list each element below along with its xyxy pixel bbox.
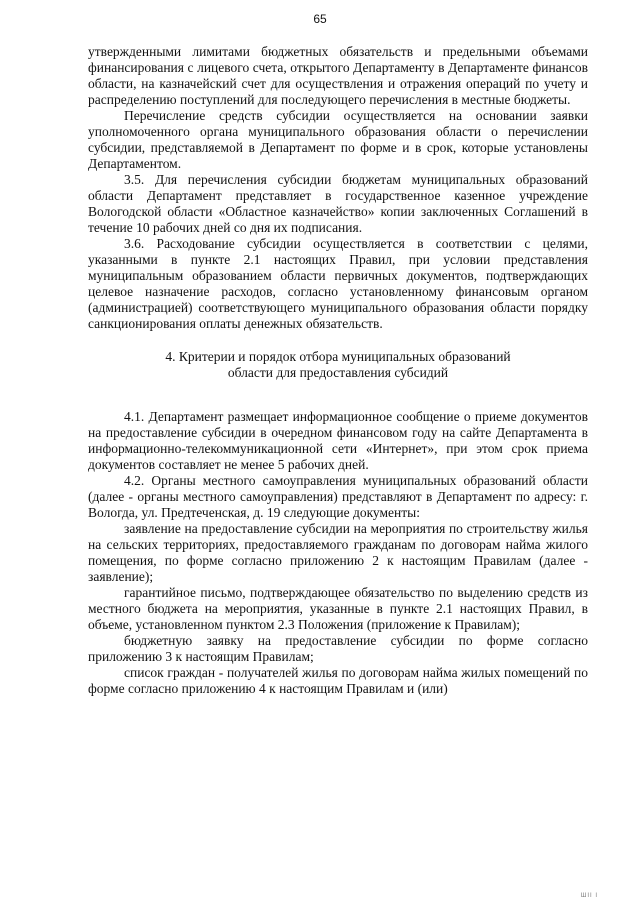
list-item-budget-request: бюджетную заявку на предоставление субсидии по форме согласно приложению 3 к настоящим Правилам; xyxy=(88,633,588,664)
list-item-citizens-list: список граждан - получателей жилья по договорам найма жилых помещений по форме согласно приложению 4 к настоящим Правилам и (или) xyxy=(88,665,588,696)
paragraph-4-2: 4.2. Органы местного самоуправления муниципальных образований области (далее - органы местного самоуправления) представляют в Департамент по адресу: г. Вологда, ул. Предтеченская, д. 19 следующие документы: xyxy=(88,473,588,520)
paragraph-transfer-request: Перечисление средств субсидии осуществляется на основании заявки уполномоченного органа муниципального образования области о перечислении субсидии, представляемой в Департамент по форме и в срок, которые установлены Департаментом. xyxy=(88,108,588,171)
list-item-application: заявление на предоставление субсидии на мероприятия по строительству жилья на сельских территориях, предоставляемого гражданам по договорам найма жилого помещения, по форме согласно приложению 2 к настоящим Правилам (далее - заявление); xyxy=(88,521,588,584)
section-heading-line-1: 4. Критерии и порядок отбора муниципальных образований xyxy=(165,349,511,364)
paragraph-3-6: 3.6. Расходование субсидии осуществляется в соответствии с целями, указанными в пункте 2.1 настоящих Правил, при условии представления муниципальным образованием области первичных документов, подтверждающих целевое назначение расходов, согласно установленному финансовым органом (администрацией) соответствующего муниципального образования области порядку санкционирования оплаты денежных обязательств. xyxy=(88,236,588,331)
paragraph-4-1: 4.1. Департамент размещает информационное сообщение о приеме документов на предоставление субсидии в очередном финансовом году на сайте Департамента в информационно-телекоммуникационной сети «Интернет», при этом срок приема документов составляет не менее 5 рабочих дней. xyxy=(88,409,588,472)
paragraph-continuation: утвержденными лимитами бюджетных обязательств и предельными объемами финансирования с лицевого счета, открытого Департаменту в Департаменте финансов области, на казначейский счет для осуществления и отражения операций по учету и распределению поступлений для последующего перечисления в местные бюджеты. xyxy=(88,44,588,107)
section-heading xyxy=(88,349,588,381)
section-heading-line-2: области для предоставления субсидий xyxy=(227,365,449,380)
document-body xyxy=(88,44,588,697)
page-number: 65 xyxy=(313,12,327,26)
paragraph-3-5: 3.5. Для перечисления субсидии бюджетам муниципальных образований области Департамент представляет в государственное казенное учреждение Вологодской области «Областное казначейство» копии заключенных Соглашений в течение 10 рабочих дней со дня их подписания. xyxy=(88,172,588,235)
footer-scan-mark: ШII I xyxy=(580,893,598,899)
list-item-guarantee-letter: гарантийное письмо, подтверждающее обязательство по выделению средств из местного бюджета на мероприятия, указанные в пункте 2.1 настоящих Правил, в объеме, установленном пунктом 2.3 Положения (приложение к Правилам); xyxy=(88,585,588,632)
